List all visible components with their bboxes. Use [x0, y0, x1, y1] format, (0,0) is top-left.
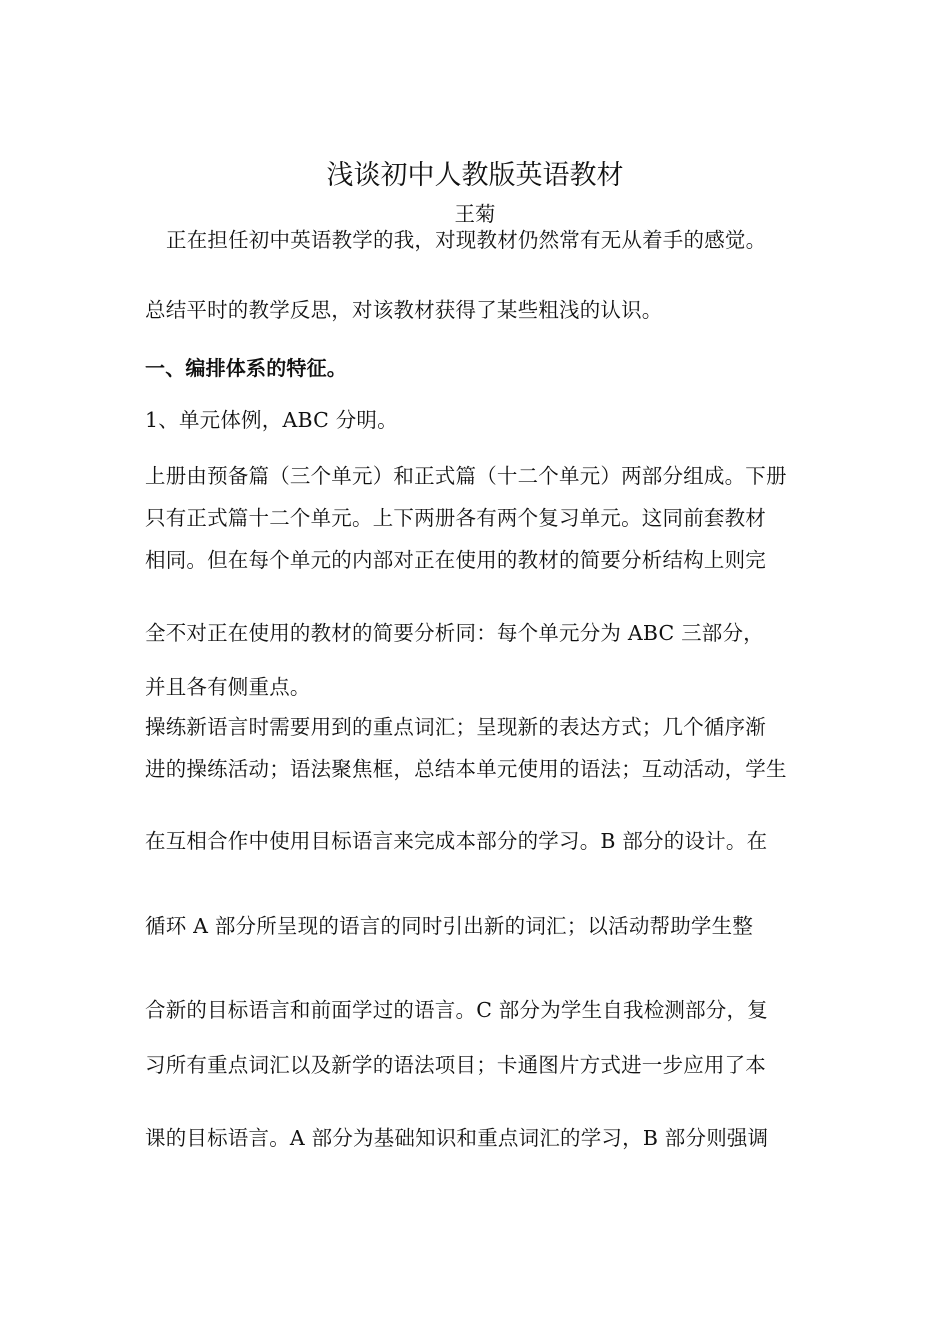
- paragraph-line: 合新的目标语言和前面学过的语言。C 部分为学生自我检测部分，复: [145, 998, 768, 1022]
- paragraph-line: 只有正式篇十二个单元。上下两册各有两个复习单元。这同前套教材: [145, 506, 766, 530]
- paragraph-line: 上册由预备篇（三个单元）和正式篇（十二个单元）两部分组成。下册: [145, 464, 787, 488]
- paragraph-line: 循环 A 部分所呈现的语言的同时引出新的词汇；以活动帮助学生整: [145, 914, 754, 938]
- paragraph-line: 习所有重点词汇以及新学的语法项目；卡通图片方式进一步应用了本: [145, 1053, 766, 1077]
- paragraph-line: 在互相合作中使用目标语言来完成本部分的学习。B 部分的设计。在: [145, 829, 768, 853]
- paragraph-line: 全不对正在使用的教材的简要分析同：每个单元分为 ABC 三部分，: [145, 621, 764, 645]
- subheading: 1、单元体例，ABC 分明。: [145, 408, 398, 432]
- document-author: 王菊: [454, 202, 496, 226]
- paragraph-line: 并且各有侧重点。: [145, 675, 311, 699]
- section-heading: 一、编排体系的特征。: [145, 356, 347, 380]
- intro-line: 正在担任初中英语教学的我，对现教材仍然常有无从着手的感觉。: [166, 228, 767, 252]
- document-title: 浅谈初中人教版英语教材: [326, 160, 624, 191]
- summary-line: 总结平时的教学反思，对该教材获得了某些粗浅的认识。: [145, 298, 663, 322]
- paragraph-line: 课的目标语言。A 部分为基础知识和重点词汇的学习，B 部分则强调: [145, 1126, 769, 1150]
- paragraph-line: 操练新语言时需要用到的重点词汇；呈现新的表达方式；几个循序渐: [145, 715, 766, 739]
- paragraph-line: 相同。但在每个单元的内部对正在使用的教材的简要分析结构上则完: [145, 548, 766, 572]
- paragraph-line: 进的操练活动；语法聚焦框，总结本单元使用的语法；互动活动，学生: [145, 757, 787, 781]
